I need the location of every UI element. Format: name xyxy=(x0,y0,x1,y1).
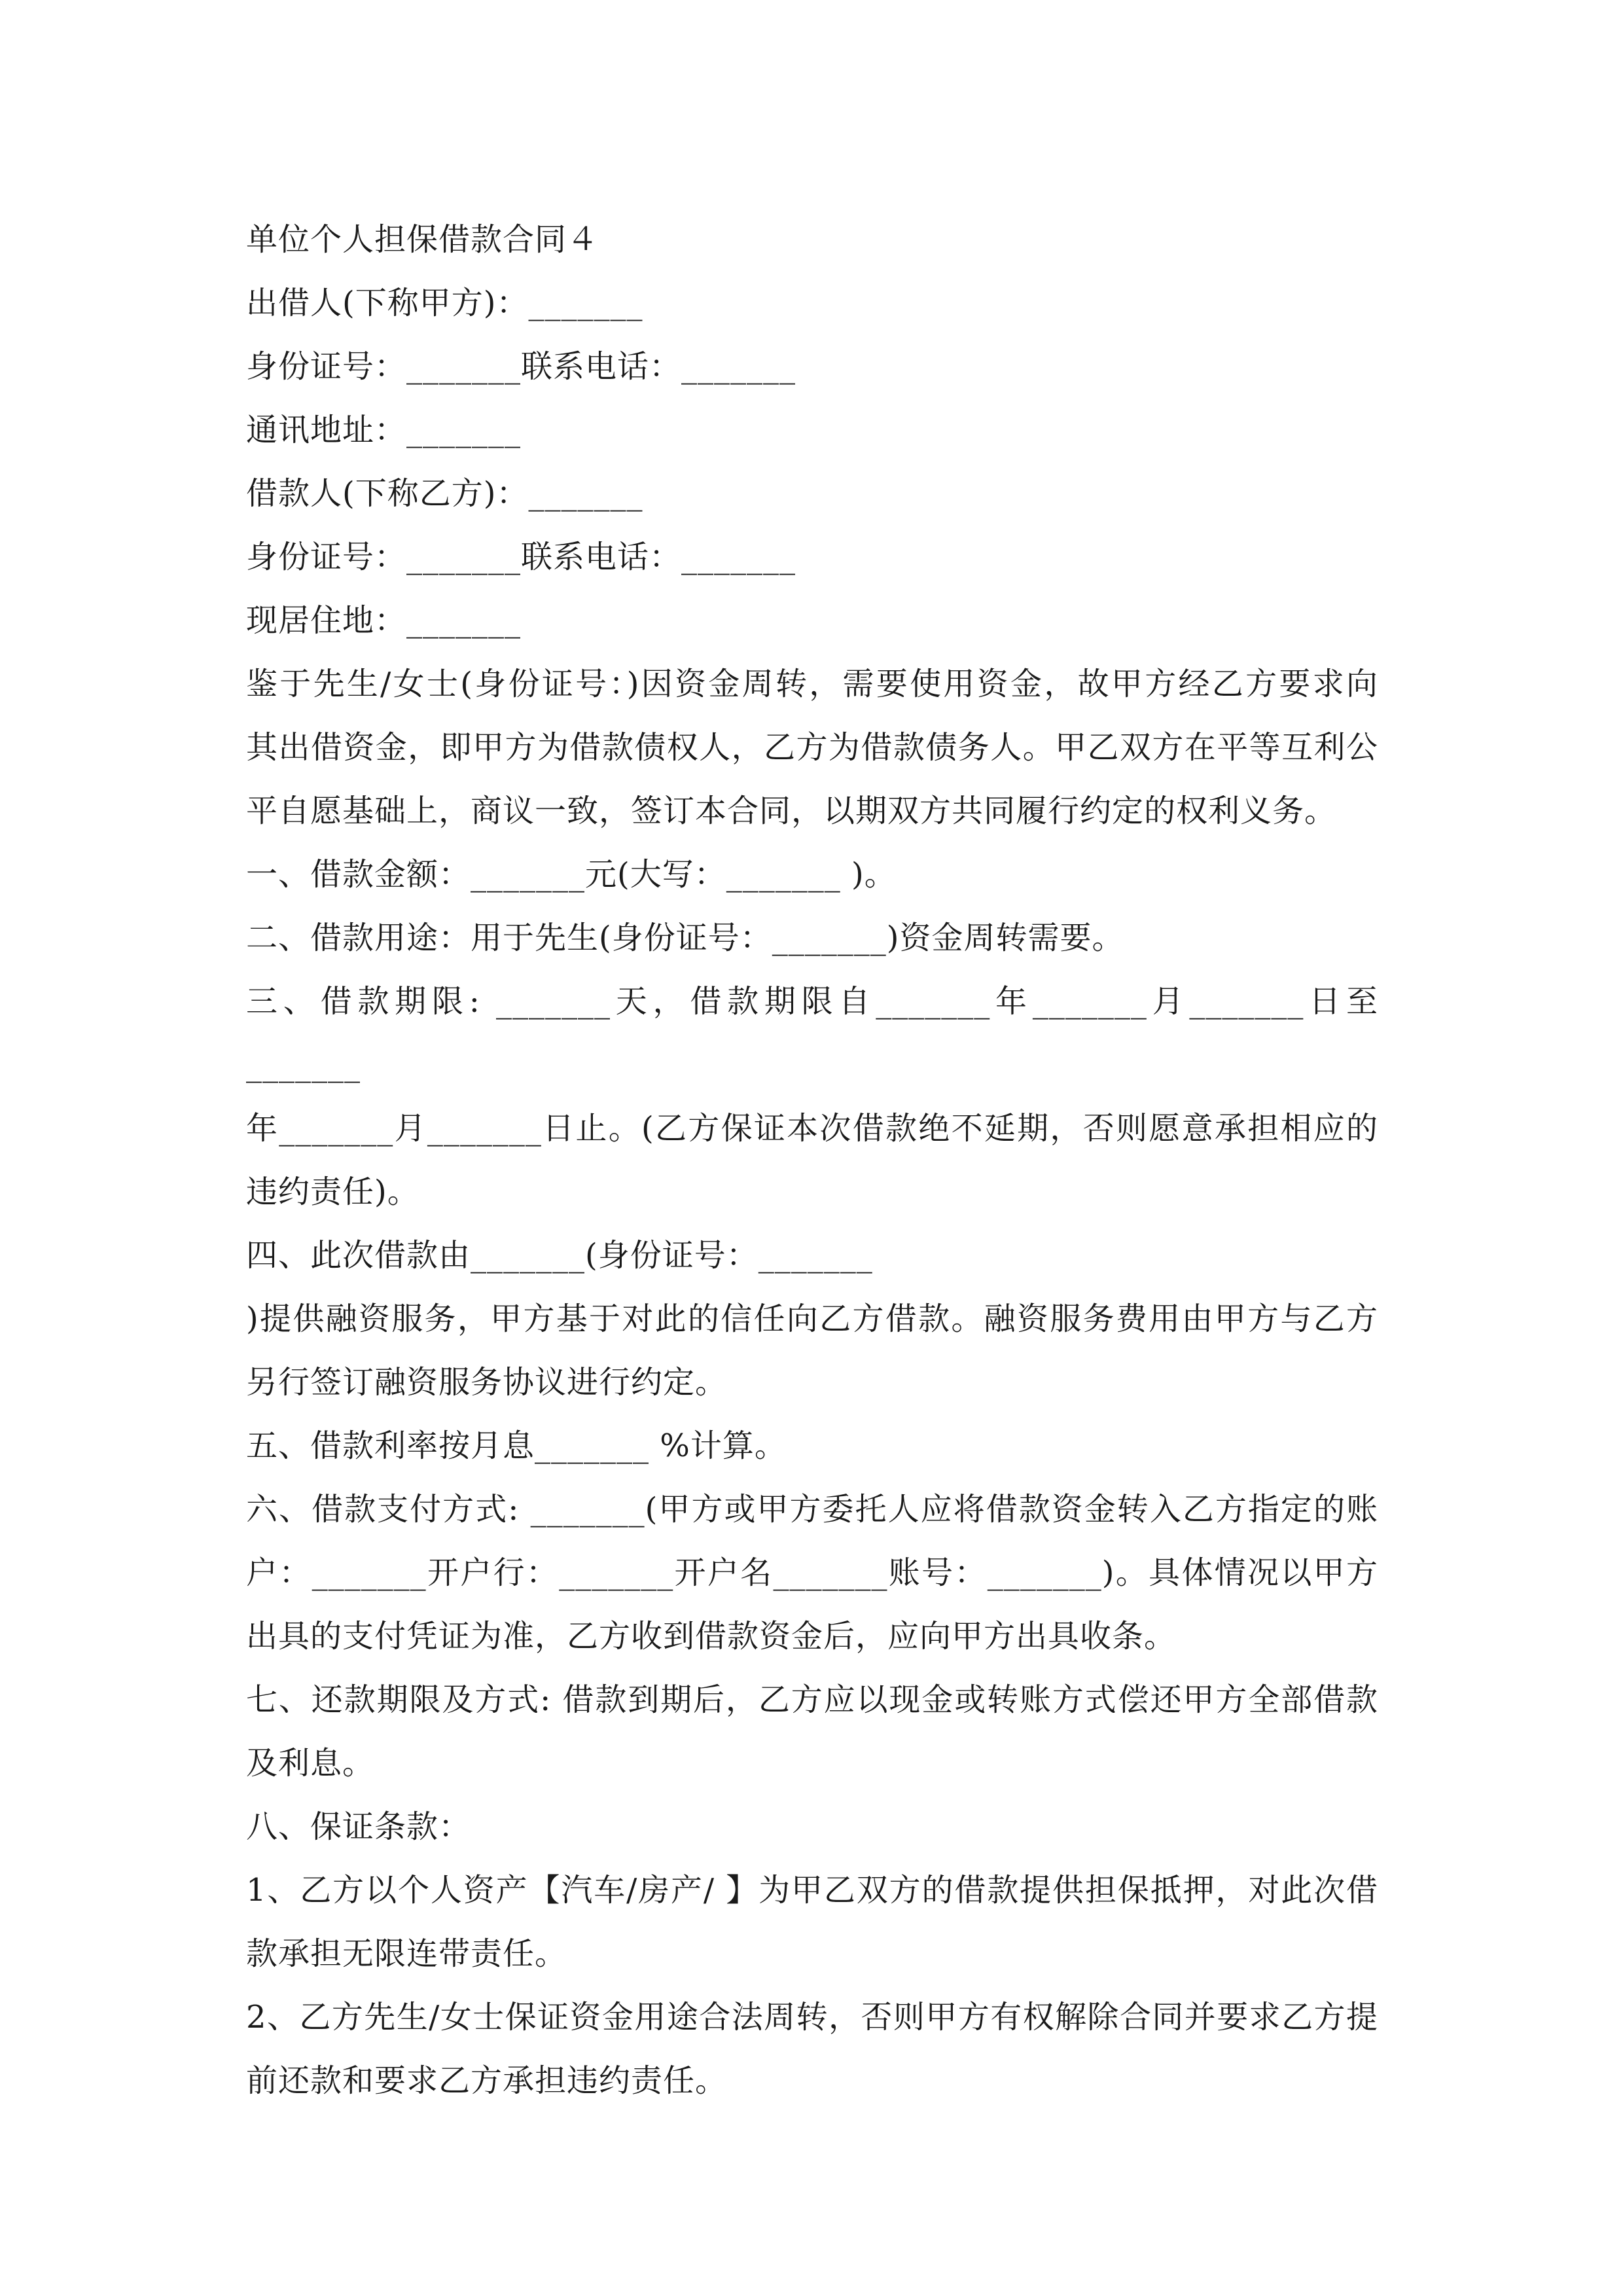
lender-line: 出借人(下称甲方)：_______ xyxy=(246,285,643,321)
clause-financing-line: 另行签订融资服务协议进行约定。 xyxy=(246,1364,728,1401)
contract-body xyxy=(246,208,1378,2113)
borrower-line: 借款人(下称乙方)：_______ xyxy=(246,475,643,512)
guarantee-item-1-line: 款承担无限连带责任。 xyxy=(246,1935,567,1972)
guarantee-item-2-line: 前还款和要求乙方承担违约责任。 xyxy=(246,2062,728,2099)
clause-payment-line: 出具的支付凭证为准，乙方收到借款资金后，应向甲方出具收条。 xyxy=(246,1618,1177,1655)
borrower-id-phone-line: 身份证号：_______联系电话：_______ xyxy=(246,539,796,575)
lender-address-line: 通讯地址：_______ xyxy=(246,412,522,448)
guarantee-item-1-line: 1、乙方以个人资产【汽车/房产/ 】为甲乙双方的借款提供担保抵押，对此次借 xyxy=(246,1872,1378,1909)
clause-repayment-line: 及利息。 xyxy=(246,1745,375,1782)
clause-repayment-line: 七、还款期限及方式: 借款到期后，乙方应以现金或转账方式偿还甲方全部借款 xyxy=(246,1681,1378,1718)
preamble-line: 其出借资金，即甲方为借款债权人，乙方为借款债务人。甲乙双方在平等互利公 xyxy=(246,729,1378,766)
clause-payment-line: 户：_______开户行：_______开户名_______账号：_______)。具体情况以甲方 xyxy=(246,1554,1378,1591)
clause-term-line: 违约责任)。 xyxy=(246,1174,419,1210)
clause-financing-line: 四、此次借款由_______(身份证号：_______ xyxy=(246,1237,873,1274)
clause-financing-line: )提供融资服务，甲方基于对此的信任向乙方借款。融资服务费用由甲方与乙方 xyxy=(246,1300,1378,1337)
preamble-line: 鉴于先生/女士(身份证号：)因资金周转，需要使用资金，故甲方经乙方要求向 xyxy=(246,666,1378,702)
borrower-residence-line: 现居住地：_______ xyxy=(246,602,522,639)
clause-guarantee-heading: 八、保证条款： xyxy=(246,1808,471,1845)
clause-payment-line: 六、借款支付方式: _______(甲方或甲方委托人应将借款资金转入乙方指定的账 xyxy=(246,1491,1378,1528)
lender-id-phone-line: 身份证号：_______联系电话：_______ xyxy=(246,348,796,385)
clause-term-line: 年_______月_______日止。(乙方保证本次借款绝不延期，否则愿意承担相应的 xyxy=(246,1110,1378,1147)
preamble-line: 平自愿基础上，商议一致，签订本合同，以期双方共同履行约定的权利义务。 xyxy=(246,793,1337,829)
clause-interest: 五、借款利率按月息_______ %计算。 xyxy=(246,1427,787,1464)
clause-purpose: 二、借款用途：用于先生(身份证号：_______)资金周转需要。 xyxy=(246,920,1124,956)
guarantee-item-2-line: 2、乙方先生/女士保证资金用途合法周转，否则甲方有权解除合同并要求乙方提 xyxy=(246,1999,1378,2036)
clause-amount: 一、借款金额：_______元(大写：_______ )。 xyxy=(246,856,897,893)
contract-title: 单位个人担保借款合同４ xyxy=(246,221,599,258)
clause-term-line: 三、借款期限: _______天，借款期限自_______年_______月_______日至_______ xyxy=(246,983,1378,1083)
